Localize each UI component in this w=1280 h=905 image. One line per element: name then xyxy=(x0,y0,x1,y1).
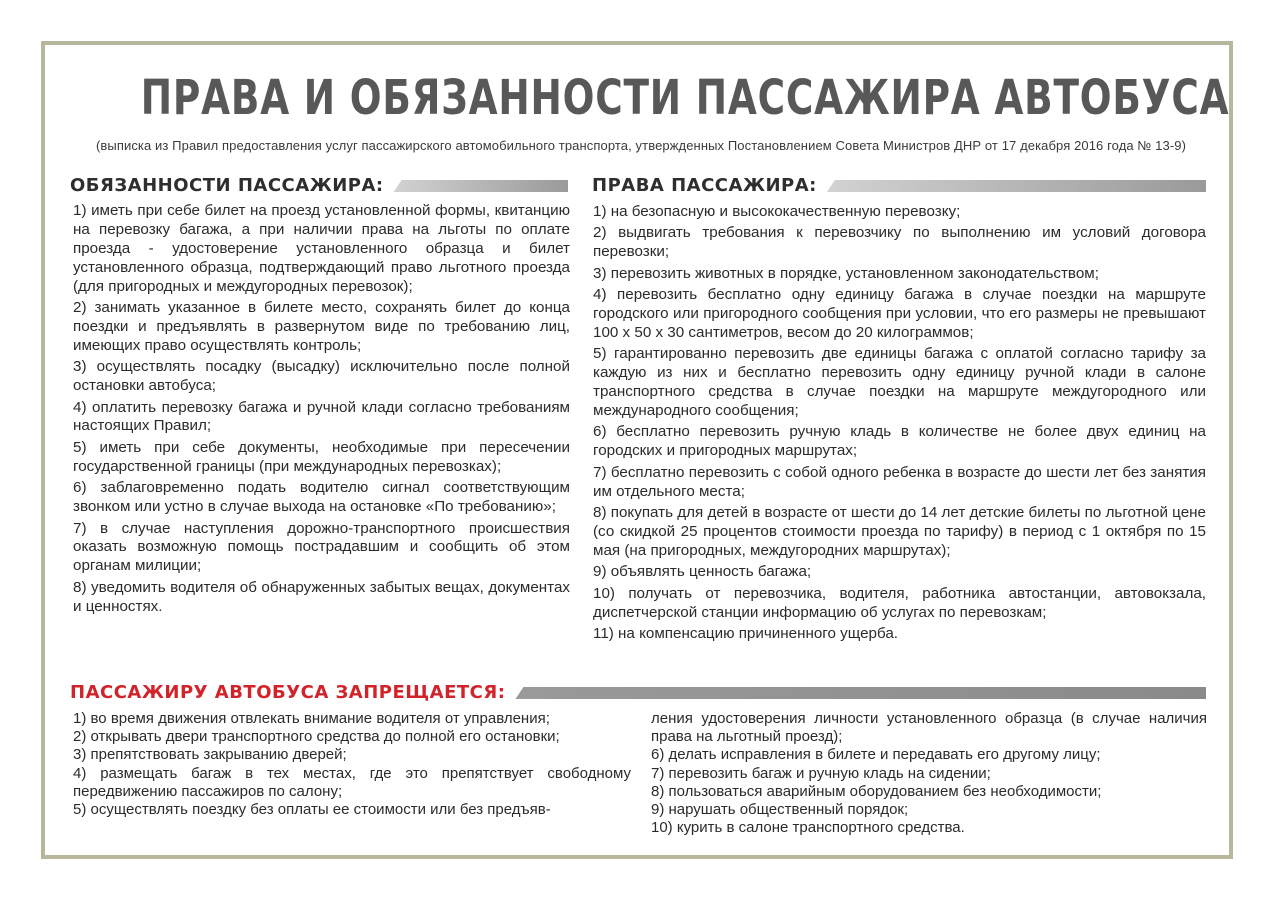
prohibited-item: 10) курить в салоне транспортного средства. xyxy=(651,819,965,837)
right-item: 3) перевозить животных в порядке, установленном законодательством; xyxy=(593,264,1099,282)
right-item: 6) бесплатно перевозить ручную кладь в количестве не более двух единиц на городских и пригородных маршрутах; xyxy=(593,423,1206,460)
right-item: 7) бесплатно перевозить с собой одного ребенка в возрасте до шести лет без занятия им отдельного места; xyxy=(593,463,1206,500)
heading-bar xyxy=(827,180,1206,192)
duty-item: 4) оплатить перевозку багажа и ручной клади согласно требованиям настоящих Правил; xyxy=(73,398,570,435)
rights-list xyxy=(593,203,1206,646)
duties-list xyxy=(73,202,570,619)
prohibited-list-left xyxy=(73,710,631,819)
duty-item: 2) занимать указанное в билете место, сохранять билет до конца поездки и предъявлять в развернутом виде по требованию лиц, имеющих право осуществлять контроль; xyxy=(73,299,570,354)
right-item: 10) получать от перевозчика, водителя, работника автостанции, автовокзала, диспетчерской станции информацию об услугах по перевозкам; xyxy=(593,584,1206,621)
prohibited-item: 1) во время движения отвлекать внимание водителя от управления; xyxy=(73,710,550,727)
prohibited-item: 8) пользоваться аварийным оборудованием без необходимости; xyxy=(651,782,1102,800)
prohibited-item: 4) размещать багаж в тех местах, где это препятствует свободному передвижению пассажиров по салону; xyxy=(73,764,631,800)
duty-item: 3) осуществлять посадку (высадку) исключительно после полной остановки автобуса; xyxy=(73,358,570,395)
rights-heading-text: ПРАВА ПАССАЖИРА: xyxy=(592,174,817,196)
prohibited-item: 2) открывать двери транспортного средства до полной его остановки; xyxy=(73,728,560,746)
right-item: 5) гарантированно перевозить две единицы багажа с оплатой согласно тарифу за каждую из них и бесплатно перевозить одну единицу ручной клади в салоне транспортного средства в случае поездки на маршруте междугородного или международного сообщения; xyxy=(593,345,1206,420)
duty-item: 6) заблаговременно подать водителю сигнал соответствующим звонком или устно в случае выхода на остановке «По требованию»; xyxy=(73,479,570,516)
right-item: 11) на компенсацию причиненного ущерба. xyxy=(593,625,898,643)
poster-title: ПРАВА И ОБЯЗАННОСТИ ПАССАЖИРА АВТОБУСА xyxy=(140,70,1230,126)
right-item: 4) перевозить бесплатно одну единицу багажа в случае поездки на маршруте городского или пригородного сообщения при условии, что его размеры не превышают 100 х 50 х 30 сантиметров, весом до 20 килограммов; xyxy=(593,286,1206,341)
heading-bar xyxy=(515,687,1206,699)
prohibited-item: ления удостоверения личности установленного образца (в случае наличия права на льготный проезд); xyxy=(651,710,1207,746)
poster-subtitle: (выписка из Правил предоставления услуг пассажирского автомобильного транспорта, утвержденных Постановлением Совета Министров ДНР от 17 декабря 2016 года № 13-9) xyxy=(95,138,1187,153)
right-item: 9) объявлять ценность багажа; xyxy=(593,563,812,581)
prohibited-list-right xyxy=(651,710,1207,837)
duty-item: 8) уведомить водителя об обнаруженных забытых вещах, документах и ценностях. xyxy=(73,578,570,615)
rights-heading xyxy=(592,173,1206,197)
prohibited-item: 5) осуществлять поездку без оплаты ее стоимости или без предъяв- xyxy=(73,801,551,819)
duty-item: 1) иметь при себе билет на проезд установленной формы, квитанцию на перевозку багажа, а при наличии права на льготы по оплате проезда - удостоверение установленного образца и билет установленного образца, подтверждающий право льготного проезда (для пригородных и междугородных перевозок); xyxy=(73,202,570,295)
right-item: 2) выдвигать требования к перевозчику по выполнению им условий договора перевозки; xyxy=(593,224,1206,261)
prohibited-item: 7) перевозить багаж и ручную кладь на сидении; xyxy=(651,764,991,782)
duties-heading xyxy=(70,173,568,197)
duty-item: 5) иметь при себе документы, необходимые при пересечении государственной границы (при международных перевозках); xyxy=(73,438,570,475)
prohibited-item: 6) делать исправления в билете и передавать его другому лицу; xyxy=(651,746,1101,764)
duty-item: 7) в случае наступления дорожно-транспортного происшествия оказать возможную помощь пострадавшим и сообщить об этом органам милиции; xyxy=(73,519,570,575)
right-item: 1) на безопасную и высококачественную перевозку; xyxy=(593,203,961,220)
prohibited-item: 9) нарушать общественный порядок; xyxy=(651,801,909,819)
heading-bar xyxy=(394,180,568,192)
prohibited-heading-text: ПАССАЖИРУ АВТОБУСА ЗАПРЕЩАЕТСЯ: xyxy=(70,681,506,703)
duties-heading-text: ОБЯЗАННОСТИ ПАССАЖИРА: xyxy=(70,174,384,196)
right-item: 8) покупать для детей в возрасте от шести до 14 лет детские билеты по льготной цене (со скидкой 25 процентов стоимости проезда по тарифу) в период с 1 октября по 15 мая (на пригородных, междугородних маршрутах); xyxy=(593,504,1206,559)
prohibited-item: 3) препятствовать закрыванию дверей; xyxy=(73,746,347,764)
prohibited-heading xyxy=(70,680,1206,704)
